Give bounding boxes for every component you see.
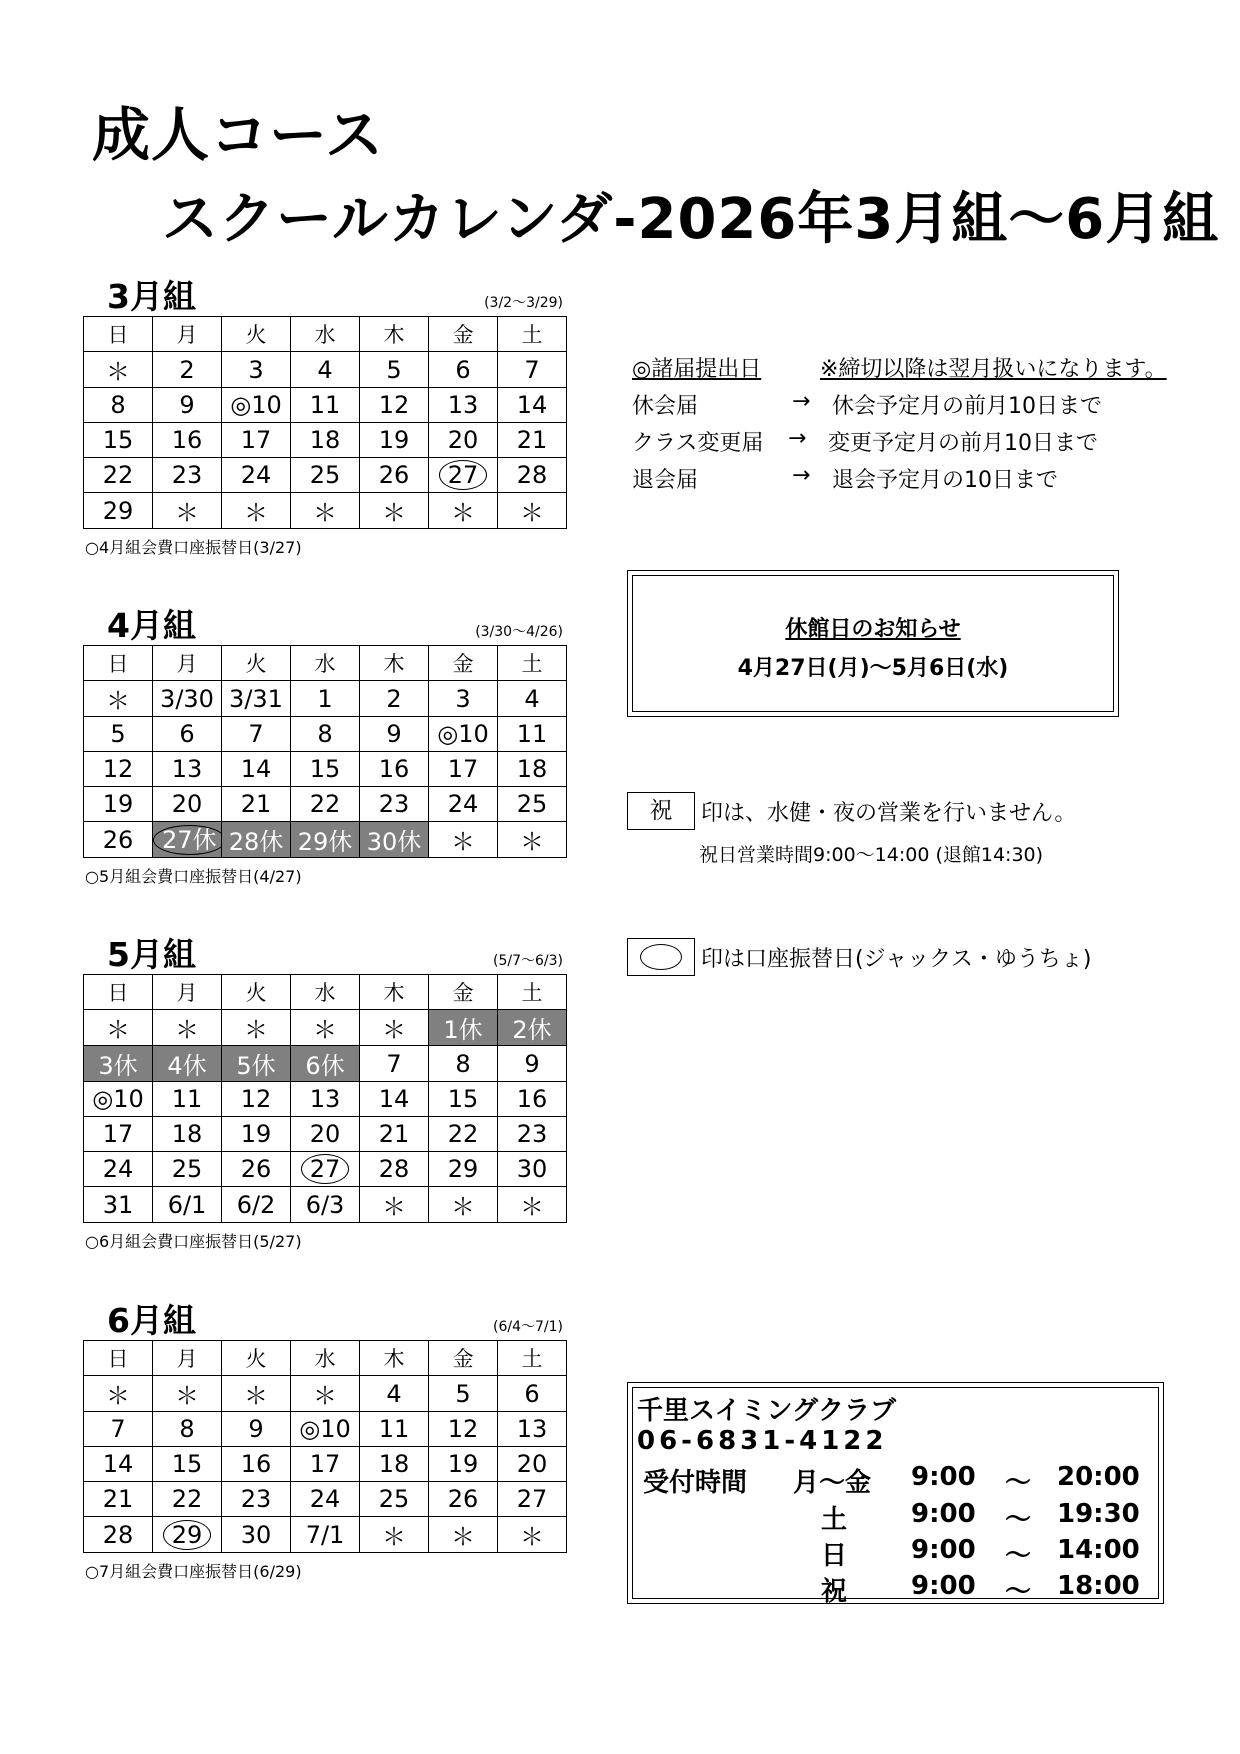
hours-sep: ～ <box>1005 1505 1032 1535</box>
calendar-day: 6/1 <box>153 1187 222 1223</box>
calendar-day: ◎10 <box>429 717 498 752</box>
arrow-icon: → <box>792 389 811 414</box>
calendar-day: 18 <box>360 1447 429 1482</box>
calendar-day: 5 <box>429 1376 498 1412</box>
calendar-day: ＊ <box>498 822 567 858</box>
calendar-day: 11 <box>360 1412 429 1447</box>
hours-open: 9:00 <box>911 1535 976 1565</box>
calendar-day: 11 <box>291 388 360 423</box>
calendar-day: 21 <box>498 423 567 458</box>
hours-day: 祝 <box>821 1577 848 1607</box>
calendar-week-row <box>84 423 567 458</box>
calendar-day: ＊ <box>429 822 498 858</box>
oval-icon <box>627 938 695 976</box>
calendar-week-row <box>84 388 567 423</box>
calendar-day: 19 <box>222 1117 291 1152</box>
calendar-day: 23 <box>153 458 222 493</box>
calendar-week-row <box>84 493 567 529</box>
weekday-header: 月 <box>153 975 222 1010</box>
calendar-day: ＊ <box>222 1010 291 1046</box>
calendar-day: 16 <box>498 1082 567 1117</box>
weekday-header: 水 <box>291 975 360 1010</box>
calendar-day: 24 <box>84 1152 153 1187</box>
calendar-march <box>83 277 567 558</box>
calendar-week-row <box>84 352 567 388</box>
weekday-header: 月 <box>153 317 222 352</box>
page-subtitle: スクールカレンダ-2026年3月組～6月組 <box>162 187 1220 252</box>
calendar-day: ◎10 <box>222 388 291 423</box>
hours-open: 9:00 <box>911 1571 976 1601</box>
calendar-day: 13 <box>429 388 498 423</box>
calendar-day: ＊ <box>360 1517 429 1553</box>
arrow-icon: → <box>792 463 811 488</box>
weekday-header: 木 <box>360 1341 429 1376</box>
calendar-day: 18 <box>498 752 567 787</box>
calendar-day: 24 <box>291 1482 360 1517</box>
calendar-day: 13 <box>153 752 222 787</box>
calendar-day: ＊ <box>498 1517 567 1553</box>
hours-sep: ～ <box>1005 1541 1032 1571</box>
calendar-day: 15 <box>84 423 153 458</box>
calendar-week-row <box>84 1152 567 1187</box>
calendar-week-row <box>84 1482 567 1517</box>
calendar-footer: ○6月組会費口座振替日(5/27) <box>85 1232 302 1251</box>
weekday-header-row <box>84 317 567 352</box>
holiday-text: 印は、水健・夜の営業を行いません。 <box>701 800 1077 826</box>
deadline-text: 変更予定月の前月10日まで <box>828 431 1098 456</box>
calendar-day: 27 <box>498 1482 567 1517</box>
club-name: 千里スイミングクラブ <box>637 1396 896 1426</box>
calendar-day: 27 <box>291 1152 360 1187</box>
calendar-day: ＊ <box>498 1187 567 1223</box>
deadline-label: 退会届 <box>632 468 699 493</box>
calendar-day: 16 <box>222 1447 291 1482</box>
calendar-day: 5休 <box>222 1046 291 1082</box>
calendar-day: 28 <box>360 1152 429 1187</box>
calendar-day: 23 <box>360 787 429 822</box>
calendar-day: ◎10 <box>84 1082 153 1117</box>
hours-sep: ～ <box>1005 1468 1032 1498</box>
calendar-day: ◎10 <box>291 1412 360 1447</box>
calendar-day: ＊ <box>291 1010 360 1046</box>
calendar-day: 17 <box>222 423 291 458</box>
calendar-day: ＊ <box>291 493 360 529</box>
calendar-week-row <box>84 1412 567 1447</box>
calendar-day: 2 <box>153 352 222 388</box>
weekday-header: 火 <box>222 1341 291 1376</box>
weekday-header-row <box>84 1341 567 1376</box>
calendar-week-row <box>84 1046 567 1082</box>
closure-dates: 4月27日(月)～5月6日(水) <box>737 656 1009 681</box>
calendar-day: 12 <box>360 388 429 423</box>
calendar-day: 14 <box>84 1447 153 1482</box>
calendar-day: 7 <box>84 1412 153 1447</box>
calendar-day: 7 <box>498 352 567 388</box>
calendar-day: 14 <box>498 388 567 423</box>
transfer-day-legend <box>627 938 1092 976</box>
calendar-grid <box>83 974 567 1223</box>
calendar-week-row <box>84 1082 567 1117</box>
calendar-day: 6 <box>153 717 222 752</box>
hours-open: 9:00 <box>911 1462 976 1492</box>
calendar-day: 27 <box>429 458 498 493</box>
calendar-week-row <box>84 1376 567 1412</box>
calendar-day: 6/2 <box>222 1187 291 1223</box>
calendar-day: 17 <box>291 1447 360 1482</box>
hours-close: 18:00 <box>1057 1571 1140 1601</box>
calendar-day: ＊ <box>360 493 429 529</box>
calendar-day: 19 <box>84 787 153 822</box>
closure-title: 休館日のお知らせ <box>785 617 961 642</box>
deadline-text: 休会予定月の前月10日まで <box>832 394 1102 419</box>
weekday-header: 土 <box>498 975 567 1010</box>
calendar-day: 30 <box>222 1517 291 1553</box>
calendar-day: 24 <box>429 787 498 822</box>
calendar-day: ＊ <box>429 493 498 529</box>
weekday-header: 金 <box>429 975 498 1010</box>
weekday-header: 月 <box>153 646 222 681</box>
weekday-header: 水 <box>291 317 360 352</box>
calendar-day: 23 <box>222 1482 291 1517</box>
calendar-day: 13 <box>291 1082 360 1117</box>
calendar-week-row <box>84 681 567 717</box>
deadline-text: 退会予定月の10日まで <box>832 468 1058 493</box>
calendar-day: 16 <box>360 752 429 787</box>
calendar-day: 6休 <box>291 1046 360 1082</box>
calendar-day: 30休 <box>360 822 429 858</box>
calendar-week-row <box>84 1187 567 1223</box>
calendar-grid <box>83 316 567 529</box>
calendar-day: ＊ <box>84 352 153 388</box>
calendar-day: 2 <box>360 681 429 717</box>
calendar-day: 1休 <box>429 1010 498 1046</box>
calendar-day: 11 <box>498 717 567 752</box>
arrow-icon: → <box>788 426 807 451</box>
hours-close: 20:00 <box>1057 1462 1140 1492</box>
calendar-name: 3月組 <box>107 277 196 316</box>
weekday-header-row <box>84 975 567 1010</box>
calendar-day: ＊ <box>153 1010 222 1046</box>
calendar-day: 31 <box>84 1187 153 1223</box>
weekday-header: 金 <box>429 1341 498 1376</box>
calendar-day: 8 <box>429 1046 498 1082</box>
calendar-week-row <box>84 717 567 752</box>
calendar-day: 23 <box>498 1117 567 1152</box>
calendar-day: 9 <box>498 1046 567 1082</box>
calendar-week-row <box>84 822 567 858</box>
calendar-day: 25 <box>153 1152 222 1187</box>
club-info <box>627 1382 1164 1607</box>
deadline-heading: ◎諸届提出日 <box>632 357 762 382</box>
calendar-day: 5 <box>360 352 429 388</box>
hours-open: 9:00 <box>911 1499 976 1529</box>
calendar-may <box>83 935 567 1252</box>
weekday-header: 木 <box>360 646 429 681</box>
weekday-header: 日 <box>84 975 153 1010</box>
calendar-day: 3休 <box>84 1046 153 1082</box>
calendar-name: 5月組 <box>107 935 196 974</box>
calendar-footer: ○7月組会費口座振替日(6/29) <box>85 1562 302 1581</box>
weekday-header: 日 <box>84 317 153 352</box>
calendar-week-row <box>84 1117 567 1152</box>
calendar-day: 29 <box>153 1517 222 1553</box>
calendar-day: 25 <box>360 1482 429 1517</box>
calendar-range: (5/7～6/3) <box>493 953 563 969</box>
calendar-day: 18 <box>291 423 360 458</box>
calendar-range: (6/4～7/1) <box>493 1319 563 1335</box>
calendar-day: 21 <box>84 1482 153 1517</box>
calendar-day: 25 <box>498 787 567 822</box>
calendar-day: ＊ <box>153 1376 222 1412</box>
calendar-day: 7 <box>360 1046 429 1082</box>
weekday-header: 火 <box>222 975 291 1010</box>
calendar-day: 7/1 <box>291 1517 360 1553</box>
weekday-header: 水 <box>291 1341 360 1376</box>
weekday-header: 土 <box>498 1341 567 1376</box>
calendar-day: 22 <box>291 787 360 822</box>
calendar-day: 29 <box>429 1152 498 1187</box>
hours-day: 土 <box>821 1505 848 1535</box>
calendar-day: 8 <box>291 717 360 752</box>
calendar-day: 9 <box>360 717 429 752</box>
calendar-day: 22 <box>153 1482 222 1517</box>
calendar-range: (3/30～4/26) <box>475 624 563 640</box>
calendar-day: 6/3 <box>291 1187 360 1223</box>
calendar-day: ＊ <box>360 1187 429 1223</box>
calendar-day: 19 <box>429 1447 498 1482</box>
calendar-day: 15 <box>429 1082 498 1117</box>
deadline-label: 休会届 <box>632 394 699 419</box>
calendar-day: 6 <box>429 352 498 388</box>
calendar-day: 20 <box>498 1447 567 1482</box>
hours-sep: ～ <box>1005 1577 1032 1607</box>
calendar-grid <box>83 1340 567 1553</box>
calendar-range: (3/2～3/29) <box>484 295 563 311</box>
weekday-header: 木 <box>360 975 429 1010</box>
calendar-day: ＊ <box>84 1376 153 1412</box>
calendar-day: ＊ <box>291 1376 360 1412</box>
calendar-day: ＊ <box>222 493 291 529</box>
calendar-week-row <box>84 1517 567 1553</box>
calendar-day: 15 <box>153 1447 222 1482</box>
calendar-day: 1 <box>291 681 360 717</box>
calendar-footer: ○4月組会費口座振替日(3/27) <box>85 538 302 557</box>
calendar-day: 3/30 <box>153 681 222 717</box>
calendar-name: 4月組 <box>107 606 196 645</box>
calendar-day: 20 <box>429 423 498 458</box>
calendar-day: 19 <box>360 423 429 458</box>
holiday-hours: 祝日営業時間9:00～14:00 (退館14:30) <box>699 844 1044 866</box>
calendar-day: 26 <box>360 458 429 493</box>
calendar-day: 5 <box>84 717 153 752</box>
calendar-day: 28 <box>84 1517 153 1553</box>
calendar-day: 18 <box>153 1117 222 1152</box>
calendar-day: 20 <box>153 787 222 822</box>
calendar-day: ＊ <box>84 681 153 717</box>
calendar-footer: ○5月組会費口座振替日(4/27) <box>85 867 302 886</box>
calendar-day: 2休 <box>498 1010 567 1046</box>
calendar-week-row <box>84 752 567 787</box>
calendar-day: 27休 <box>153 822 222 858</box>
calendar-day: 13 <box>498 1412 567 1447</box>
deadline-note: ※締切以降は翌月扱いになります。 <box>820 357 1167 382</box>
calendar-day: ＊ <box>498 493 567 529</box>
calendar-day: 24 <box>222 458 291 493</box>
calendar-day: 11 <box>153 1082 222 1117</box>
page-title: 成人コース <box>92 101 385 169</box>
calendar-day: ＊ <box>429 1517 498 1553</box>
weekday-header: 日 <box>84 1341 153 1376</box>
calendar-day: ＊ <box>153 493 222 529</box>
weekday-header: 月 <box>153 1341 222 1376</box>
calendar-day: 20 <box>291 1117 360 1152</box>
hours-close: 19:30 <box>1057 1499 1140 1529</box>
calendar-day: 22 <box>429 1117 498 1152</box>
club-phone: 06-6831-4122 <box>637 1426 888 1456</box>
calendar-day: 26 <box>222 1152 291 1187</box>
closure-notice <box>627 570 1119 717</box>
calendar-day: 6 <box>498 1376 567 1412</box>
hours-close: 14:00 <box>1057 1535 1140 1565</box>
weekday-header: 土 <box>498 317 567 352</box>
weekday-header: 金 <box>429 646 498 681</box>
calendar-day: 7 <box>222 717 291 752</box>
calendar-day: 29 <box>84 493 153 529</box>
calendar-day: 8 <box>153 1412 222 1447</box>
calendar-name: 6月組 <box>107 1301 196 1340</box>
calendar-day: 22 <box>84 458 153 493</box>
calendar-day: 21 <box>360 1117 429 1152</box>
calendar-day: 30 <box>498 1152 567 1187</box>
calendar-day: 4休 <box>153 1046 222 1082</box>
calendar-april <box>83 606 567 887</box>
weekday-header-row <box>84 646 567 681</box>
calendar-day: 28 <box>498 458 567 493</box>
calendar-june <box>83 1301 567 1582</box>
weekday-header: 土 <box>498 646 567 681</box>
calendar-day: 4 <box>498 681 567 717</box>
calendar-week-row <box>84 458 567 493</box>
calendar-day: 12 <box>222 1082 291 1117</box>
calendar-day: 28休 <box>222 822 291 858</box>
calendar-day: 12 <box>84 752 153 787</box>
hours-label: 受付時間 <box>643 1468 748 1498</box>
weekday-header: 木 <box>360 317 429 352</box>
calendar-day: 14 <box>222 752 291 787</box>
deadline-label: クラス変更届 <box>632 431 764 456</box>
calendar-day: 3 <box>429 681 498 717</box>
hours-day: 月～金 <box>793 1468 872 1498</box>
calendar-day: 17 <box>429 752 498 787</box>
transfer-day-text: 印は口座振替日(ジャックス・ゆうちょ) <box>701 946 1092 972</box>
calendar-day: 26 <box>84 822 153 858</box>
calendar-day: ＊ <box>429 1187 498 1223</box>
weekday-header: 日 <box>84 646 153 681</box>
calendar-day: 12 <box>429 1412 498 1447</box>
calendar-day: ＊ <box>84 1010 153 1046</box>
calendar-day: 21 <box>222 787 291 822</box>
calendar-day: 14 <box>360 1082 429 1117</box>
holiday-mark: 祝 <box>627 792 695 830</box>
calendar-week-row <box>84 1447 567 1482</box>
weekday-header: 火 <box>222 646 291 681</box>
holiday-legend <box>627 792 1076 867</box>
calendar-day: 9 <box>153 388 222 423</box>
weekday-header: 金 <box>429 317 498 352</box>
calendar-day: 15 <box>291 752 360 787</box>
calendar-day: ＊ <box>360 1010 429 1046</box>
calendar-day: 3/31 <box>222 681 291 717</box>
weekday-header: 火 <box>222 317 291 352</box>
calendar-day: 9 <box>222 1412 291 1447</box>
calendar-grid <box>83 645 567 858</box>
calendar-week-row <box>84 1010 567 1046</box>
calendar-day: 3 <box>222 352 291 388</box>
calendar-day: 29休 <box>291 822 360 858</box>
calendar-day: 16 <box>153 423 222 458</box>
weekday-header: 水 <box>291 646 360 681</box>
calendar-day: ＊ <box>222 1376 291 1412</box>
calendar-day: 4 <box>360 1376 429 1412</box>
hours-day: 日 <box>821 1541 848 1571</box>
calendar-day: 25 <box>291 458 360 493</box>
calendar-day: 17 <box>84 1117 153 1152</box>
calendar-day: 26 <box>429 1482 498 1517</box>
calendar-day: 8 <box>84 388 153 423</box>
calendar-week-row <box>84 787 567 822</box>
calendar-day: 4 <box>291 352 360 388</box>
